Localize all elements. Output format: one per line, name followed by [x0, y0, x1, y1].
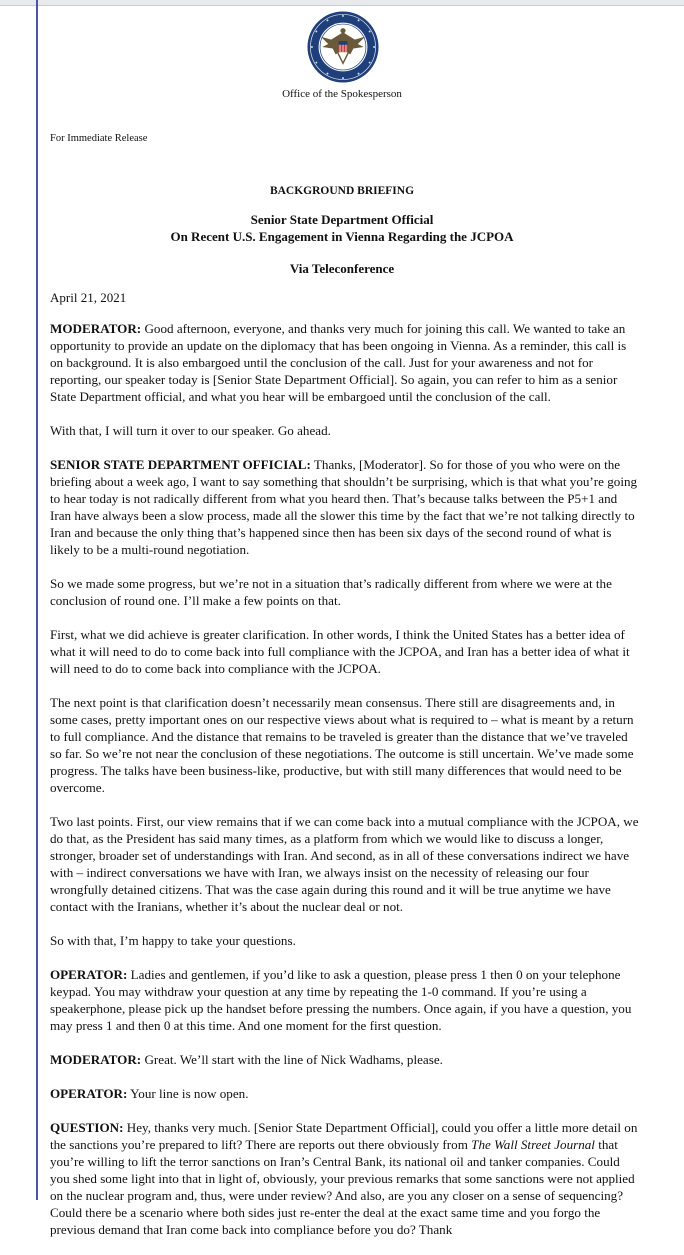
briefing-type: BACKGROUND BRIEFING — [269, 185, 415, 197]
briefing-medium: Via Teleconference — [289, 261, 395, 276]
paragraph-text: First, what we did achieve is greater clarification. In other words, I think the United States has a better idea of what it will need to do to come back into full compliance with the JCPOA, and Iran has a better idea of what it will need to do to come back into compliance with the JCPOA. — [50, 627, 630, 676]
briefing-title-line1: Senior State Department Official — [250, 212, 434, 227]
transcript-paragraph — [50, 694, 640, 796]
paragraph-text: Good afternoon, everyone, and thanks very much for joining this call. We wanted to take an opportunity to provide an update on the diplomacy that has been ongoing in Vienna. As a reminder, this call is on background. It is also embargoed until the conclusion of the call. Just for your awareness and not for reporting, our speaker today is [Senior State Department Official]. So again, you can refer to him as a senior State Department official, and what you hear will be embargoed until the conclusion of the call. — [50, 321, 627, 404]
briefing-date: April 21, 2021 — [50, 290, 127, 305]
paragraph-text: So we made some progress, but we’re not in a situation that’s radically different from where we were at the conclusion of round one. I’ll make a few points on that. — [50, 576, 612, 608]
paragraph-text: Great. We’ll start with the line of Nick Wadhams, please. — [141, 1052, 443, 1067]
transcript-body — [50, 320, 640, 1255]
publication-name: The Wall Street Journal — [471, 1137, 595, 1152]
state-department-seal-icon — [306, 10, 380, 84]
transcript-paragraph — [50, 575, 640, 609]
paragraph-text: So with that, I’m happy to take your questions. — [50, 933, 296, 948]
document-left-rule — [36, 0, 38, 1200]
transcript-paragraph — [50, 422, 640, 439]
transcript-paragraph — [50, 1119, 640, 1238]
transcript-paragraph — [50, 1085, 640, 1102]
paragraph-text: With that, I will turn it over to our speaker. Go ahead. — [50, 423, 331, 438]
paragraph-text: Your line is now open. — [127, 1086, 249, 1101]
paragraph-text: Hey, thanks very much. [Senior State Department Official], could you offer a little more detail on the sanctions you’re prepared to lift? There are reports out there obviously from — [50, 1120, 638, 1152]
paragraph-text: The next point is that clarification doesn’t necessarily mean consensus. There still are disagreements and, in some cases, pretty important ones on our respective views about what is required to – what is meant by a return to full compliance. And the distance that remains to be traveled is greater than the distance that we’ve traveled so far. So we’re not near the conclusion of these negotiations. The outcome is still uncertain. We’ve made some progress. The talks have been business-like, productive, but with still many differences that would need to be overcome. — [50, 695, 634, 795]
paragraph-text: Thanks, [Moderator]. So for those of you who were on the briefing about a week ago, I want to say something that shouldn’t be surprising, which is that what you’re going to hear today is not radically different from what you heard then. That’s because talks between the P5+1 and Iran have always been a slow process, made all the slower this time by the fact that we’re not talking directly to Iran and because the only thing that’s happened since then has been six days of the second round of what is likely to be a multi-round negotiation. — [50, 457, 638, 557]
office-name: Office of the Spokesperson — [282, 88, 402, 100]
speaker-label: OPERATOR: — [50, 967, 128, 982]
transcript-paragraph — [50, 320, 640, 405]
transcript-paragraph — [50, 626, 640, 677]
paragraph-text: that you’re willing to lift the terror sanctions on Iran’s Central Bank, its national oil and tanker companies. Could you shed some light into that in light of, obviously, your previous remarks that some sanctions were not applied on the nuclear program and, thus, were under review? And also, are you any closer on a sense of sequencing? Could there be a scenario where both sides just re-enter the deal at the exact same time and you forgo the previous demand that Iran come back into compliance before you do? Thank — [50, 1137, 635, 1237]
transcript-paragraph — [50, 966, 640, 1034]
speaker-label: MODERATOR: — [50, 1052, 142, 1067]
release-label: For Immediate Release — [50, 133, 148, 144]
speaker-label: SENIOR STATE DEPARTMENT OFFICIAL: — [50, 457, 311, 472]
briefing-title-line2: On Recent U.S. Engagement in Vienna Regarding the JCPOA — [170, 229, 514, 244]
transcript-paragraph — [50, 456, 640, 558]
speaker-label: OPERATOR: — [50, 1086, 128, 1101]
transcript-paragraph — [50, 813, 640, 915]
transcript-paragraph — [50, 1051, 640, 1068]
paragraph-text: Two last points. First, our view remains that if we can come back into a mutual compliance with the JCPOA, we do that, as the President has said many times, as a platform from which we would like to discuss a longer, stronger, broader set of understandings with Iran. And second, as in all of these conversations indirect we have with – indirect conversations we have with Iran, we always insist on the necessity of releasing our four wrongfully detained citizens. That was the case again during this round and it will be true anytime we have contact with the Iranians, whether it’s about the nuclear deal or not. — [50, 814, 639, 914]
transcript-paragraph — [50, 932, 640, 949]
speaker-label: QUESTION: — [50, 1120, 124, 1135]
paragraph-text: Ladies and gentlemen, if you’d like to ask a question, please press 1 then 0 on your telephone keypad. You may withdraw your question at any time by repeating the 1-0 command. If you’re using a speakerphone, please pick up the handset before pressing the numbers. Once again, if you have a question, you may press 1 and then 0 at this time. And one moment for the first question. — [50, 967, 632, 1033]
speaker-label: MODERATOR: — [50, 321, 142, 336]
window-top-edge — [0, 0, 684, 6]
